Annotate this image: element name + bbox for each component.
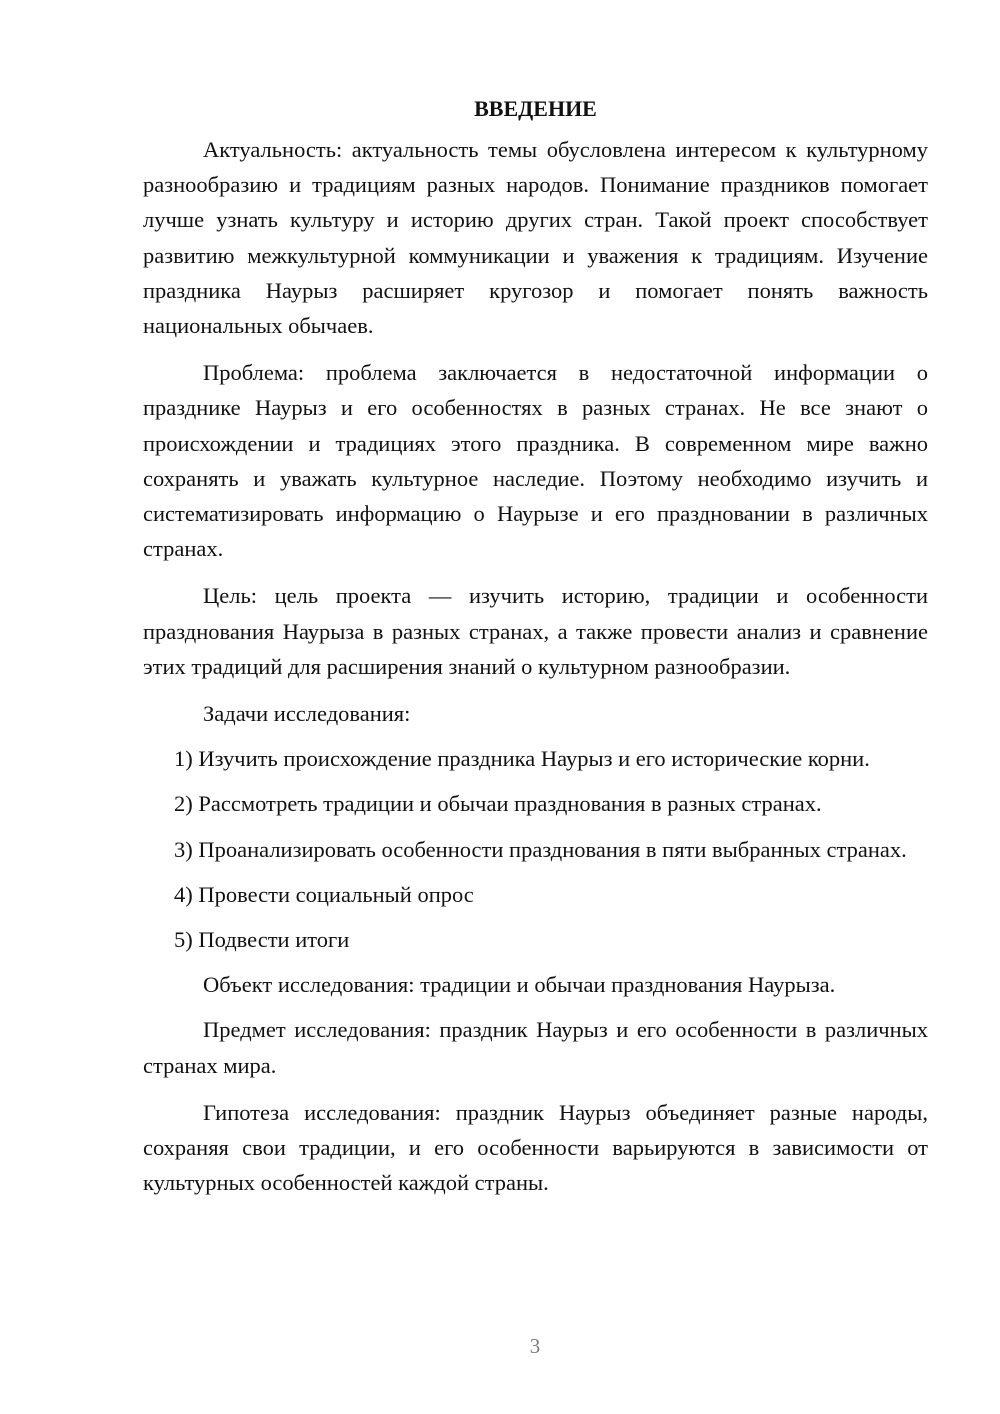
list-item: 5) Подвести итоги — [174, 927, 350, 953]
paragraph-tasks-heading: Задачи исследования: — [203, 701, 411, 727]
paragraph-goal: Цель: цель проекта — изучить историю, традиции и особенности празднования Наурыза в разных странах, а также провести анализ и сравнение этих традиций для расширения знаний о культурном разнообразии. — [143, 583, 928, 679]
paragraph-problem: Проблема: проблема заключается в недостаточной информации о празднике Наурыз и его особенностях в разных странах. Не все знают о происхождении и традициях этого праздника. В современном мире важно сохранять и уважать культурное наследие. Поэтому необходимо изучить и систематизировать информацию о Наурызе и его праздновании в различных странах. — [143, 360, 928, 562]
document-page — [143, 92, 928, 1200]
list-item: 2) Рассмотреть традиции и обычаи празднования в разных странах. — [174, 791, 822, 817]
list-item: 3) Проанализировать особенности празднования в пяти выбранных странах. — [174, 836, 907, 862]
paragraph-hypothesis: Гипотеза исследования: праздник Наурыз объединяет разные народы, сохраняя свои традиции, и его особенности варьируются в зависимости от культурных особенностей каждой страны. — [143, 1099, 928, 1196]
paragraph-object: Объект исследования: традиции и обычаи празднования Наурыза. — [203, 972, 836, 998]
paragraph-relevance: Актуальность: актуальность темы обусловлена интересом к культурному разнообразию и традициям разных народов. Понимание праздников помогает лучше узнать культуру и историю других стран. Такой проект способствует развитию межкультурной коммуникации и уважения к традициям. Изучение праздника Наурыз расширяет кругозор и помогает понять важность национальных обычаев. — [143, 137, 928, 339]
section-title: ВВЕДЕНИЕ — [474, 96, 597, 121]
paragraph-subject: Предмет исследования: праздник Наурыз и его особенности в различных странах мира. — [143, 1017, 928, 1078]
list-item: 4) Провести социальный опрос — [174, 881, 474, 907]
list-item: 1) Изучить происхождение праздника Наурыз и его исторические корни. — [174, 746, 870, 772]
page-number: 3 — [529, 1334, 541, 1358]
